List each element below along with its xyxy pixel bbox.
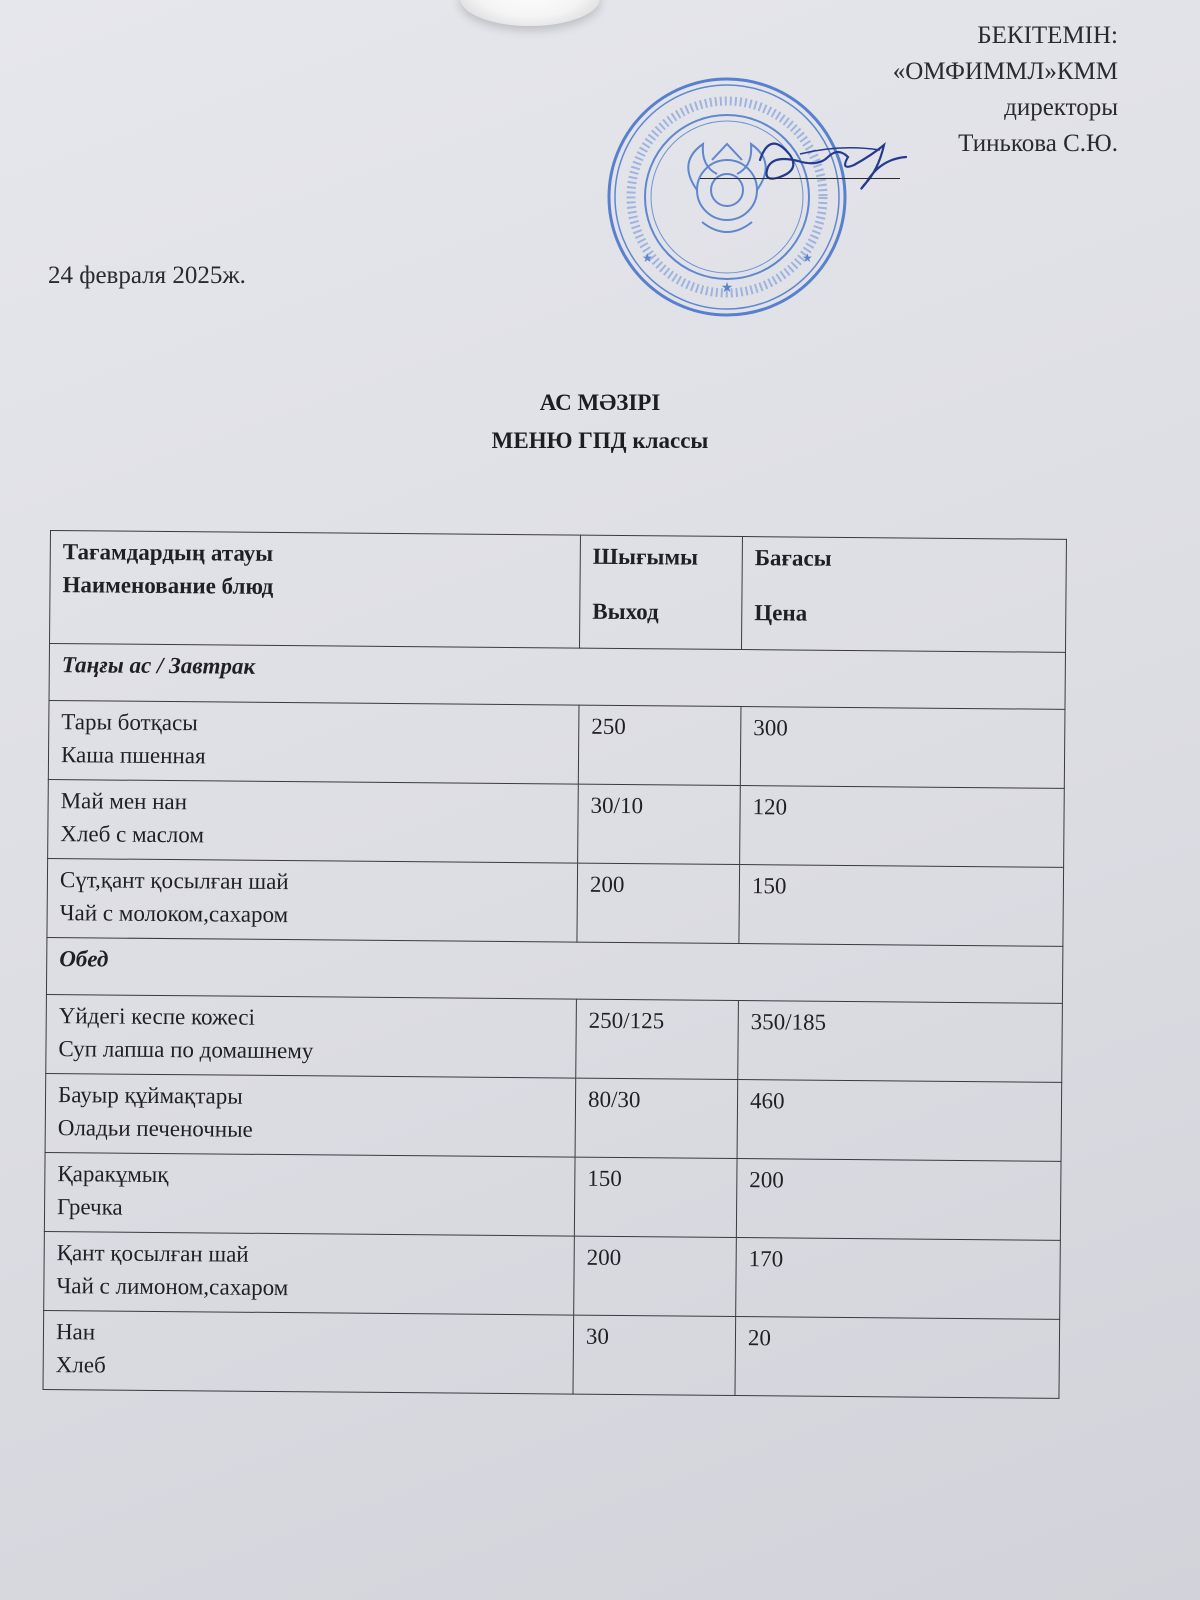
header-output-ru: Выход	[592, 598, 659, 625]
dish-name-ru: Хлеб с маслом	[60, 821, 205, 848]
dish-name-cell	[48, 700, 579, 784]
dish-name-cell	[44, 1231, 575, 1315]
dish-name-kz: Сүт,қант қосылған шай	[59, 867, 289, 895]
approval-director-name: Тинькова С.Ю.	[958, 130, 1118, 157]
dish-name-kz: Май мен нан	[60, 788, 188, 815]
table-header-row	[50, 531, 1067, 653]
svg-text:★: ★	[720, 280, 734, 296]
dish-output: 250/125	[576, 999, 739, 1079]
section-title-lunch: Обед	[46, 937, 1062, 1003]
dish-name-ru: Чай с молоком,сахаром	[59, 900, 289, 928]
svg-text:★: ★	[642, 251, 653, 265]
approval-position: директоры	[1004, 94, 1118, 121]
dish-name-cell	[45, 1073, 576, 1157]
dish-name-kz: Үйдегі кеспе кожесі	[58, 1003, 256, 1030]
section-row-breakfast	[49, 644, 1065, 710]
dish-name-ru: Хлеб	[55, 1352, 106, 1378]
table-row	[44, 1231, 1061, 1319]
dish-price: 170	[736, 1238, 1061, 1320]
header-output	[579, 535, 742, 649]
dish-output: 200	[577, 863, 740, 943]
dish-name-cell	[46, 994, 577, 1078]
approval-organization: «ОМФИММЛ»КММ	[892, 58, 1118, 85]
dish-name-kz: Қант қосылған шай	[56, 1240, 249, 1267]
dish-output: 80/30	[575, 1078, 738, 1158]
dish-output: 30	[573, 1315, 736, 1395]
table-row	[43, 1310, 1060, 1398]
dish-name-cell	[43, 1310, 574, 1394]
dish-name-kz: Нан	[55, 1319, 96, 1345]
table-row	[47, 858, 1064, 946]
header-dish-name-kz: Тағамдардың атауы	[62, 539, 274, 566]
approval-heading: БЕКІТЕМІН:	[977, 22, 1118, 49]
table-row	[48, 779, 1065, 867]
fridge-magnet	[460, 0, 600, 26]
section-title-breakfast: Таңғы ас / Завтрак	[49, 644, 1065, 710]
header-output-kz: Шығымы	[592, 543, 699, 570]
section-row-lunch	[46, 937, 1062, 1003]
dish-output: 200	[574, 1236, 737, 1316]
dish-name-cell	[47, 858, 578, 942]
document-title	[0, 384, 1200, 460]
title-russian: МЕНЮ ГПД классы	[491, 428, 709, 453]
header-price-kz: Бағасы	[754, 545, 832, 571]
document-date: 24 февраля 2025ж.	[48, 262, 246, 289]
dish-price: 350/185	[738, 1001, 1063, 1083]
header-price	[741, 537, 1066, 653]
dish-name-kz: Тары ботқасы	[61, 709, 198, 736]
table-row	[48, 700, 1065, 788]
approval-block	[758, 18, 1118, 162]
header-dish-name	[50, 531, 581, 649]
title-kazakh: АС МӘЗІРІ	[539, 390, 661, 415]
dish-output: 250	[578, 705, 741, 785]
dish-output: 150	[574, 1157, 737, 1237]
dish-price: 20	[735, 1317, 1060, 1399]
dish-name-kz: Қаракұмық	[57, 1161, 169, 1188]
table-row	[46, 994, 1063, 1082]
header-dish-name-ru: Наименование блюд	[62, 572, 274, 599]
table-row	[45, 1073, 1062, 1161]
dish-price: 150	[739, 865, 1064, 947]
dish-name-cell	[48, 779, 579, 863]
dish-name-kz: Бауыр құймақтары	[57, 1082, 243, 1109]
header-price-ru: Цена	[754, 600, 808, 626]
dish-price: 460	[737, 1080, 1062, 1162]
signature-line	[700, 178, 900, 179]
dish-name-ru: Гречка	[56, 1194, 123, 1220]
menu-table-container	[42, 530, 1065, 1399]
dish-price: 120	[740, 786, 1065, 868]
table-row	[44, 1152, 1061, 1240]
dish-price: 300	[740, 707, 1065, 789]
dish-name-ru: Оладьи печеночные	[57, 1115, 253, 1142]
dish-name-ru: Чай с лимоном,сахаром	[56, 1273, 289, 1301]
svg-text:★: ★	[802, 251, 813, 265]
dish-name-cell	[44, 1152, 575, 1236]
dish-name-ru: Суп лапша по домашнему	[58, 1036, 314, 1064]
dish-output: 30/10	[578, 784, 741, 864]
dish-price: 200	[736, 1159, 1061, 1241]
dish-name-ru: Каша пшенная	[60, 742, 206, 769]
menu-table	[42, 530, 1066, 1399]
